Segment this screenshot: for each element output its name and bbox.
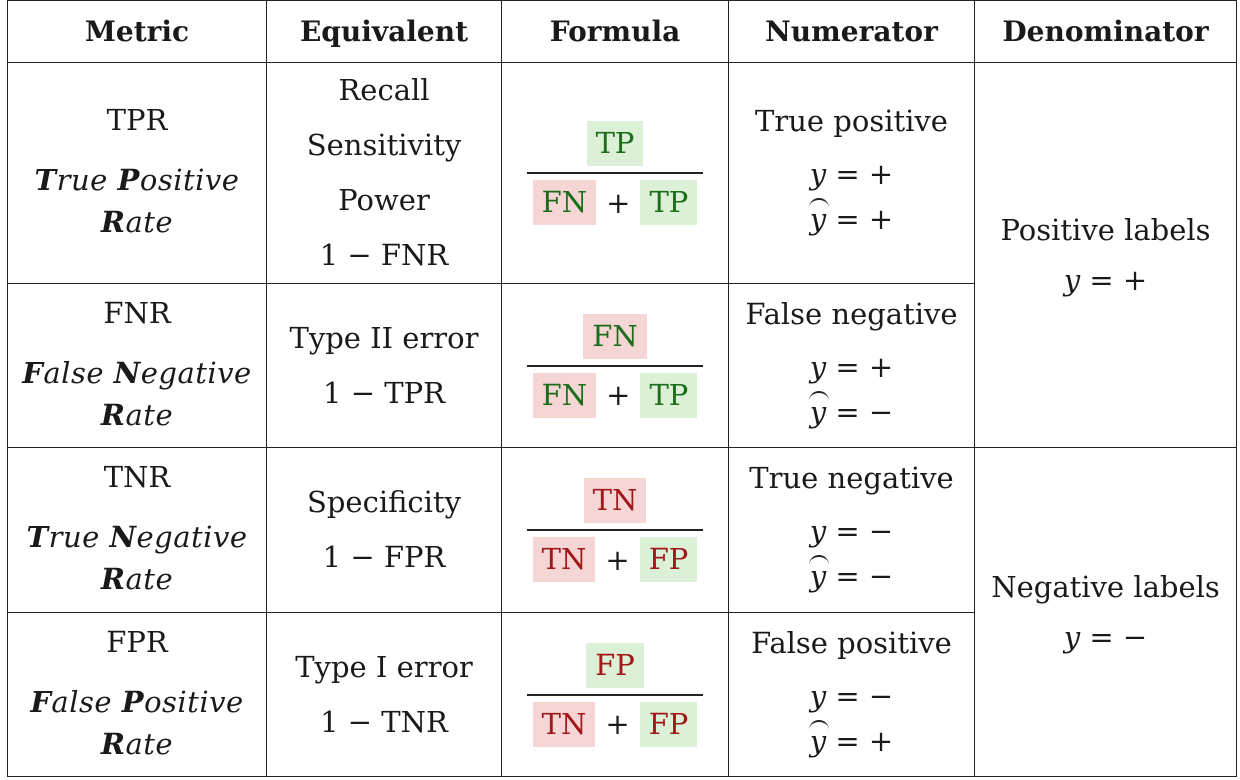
fraction <box>527 643 703 747</box>
equation-value: = + <box>1080 263 1148 297</box>
fraction-numerator <box>584 478 647 529</box>
denominator-label: Positive labels <box>1000 213 1211 247</box>
y-symbol: y <box>809 157 827 191</box>
formula-term: FN <box>533 180 597 225</box>
metric-name-line: Rate <box>100 397 174 432</box>
numerator-label: True negative <box>749 461 954 495</box>
formula-term: TP <box>640 373 697 418</box>
y-equation <box>810 509 893 554</box>
metric-full-name <box>26 516 247 600</box>
formula-cell <box>502 448 729 613</box>
fraction-numerator <box>586 643 644 694</box>
y-hat-equation <box>810 197 893 242</box>
equivalent-item: 1 − FNR <box>319 238 449 272</box>
header-denominator: Denominator <box>975 1 1237 63</box>
metric-name-line: Rate <box>100 205 174 239</box>
equivalent-item: Specificity <box>306 485 461 519</box>
plus-sign: + <box>605 542 630 577</box>
equation-value: = − <box>826 514 894 548</box>
formula-cell <box>502 63 729 284</box>
y-hat-symbol: y <box>810 390 826 435</box>
equivalent-item: Power <box>338 183 430 217</box>
y-hat-symbol: y <box>810 719 826 764</box>
fraction <box>527 478 703 582</box>
denominator-cell <box>975 448 1237 777</box>
equivalent-cell <box>267 448 502 613</box>
header-equivalent: Equivalent <box>267 1 502 63</box>
y-hat-equation <box>810 719 893 764</box>
equation-value: = + <box>826 157 894 191</box>
y-equation <box>1064 263 1147 297</box>
equation-value: = − <box>826 678 894 713</box>
plus-sign: + <box>606 378 631 412</box>
equation-value: = − <box>1080 620 1148 654</box>
fraction-denominator <box>533 174 698 225</box>
metric-name-line: Rate <box>100 726 174 761</box>
equation-value: = + <box>826 202 894 236</box>
equivalent-item: Type II error <box>289 320 479 355</box>
plus-sign: + <box>606 185 631 220</box>
numerator-label: True positive <box>755 104 948 138</box>
formula-term: FN <box>583 314 647 359</box>
y-equation <box>810 152 893 197</box>
metric-full-name <box>35 159 240 243</box>
metric-name-line: False Positive <box>30 684 244 719</box>
equivalent-item: 1 − TPR <box>323 375 445 410</box>
formula-cell <box>502 613 729 777</box>
fraction-numerator <box>583 314 647 365</box>
metric-cell <box>8 284 267 448</box>
equivalent-item: 1 − TNR <box>320 704 448 739</box>
metric-cell <box>8 448 267 613</box>
formula-term: FP <box>640 702 698 747</box>
metrics-table <box>7 0 1237 777</box>
y-symbol: y <box>1063 263 1081 297</box>
equation-value: = − <box>826 559 894 593</box>
formula-term: TP <box>587 121 644 166</box>
y-symbol: y <box>809 514 827 548</box>
fraction <box>527 121 703 225</box>
metric-name-line: Rate <box>100 562 174 596</box>
numerator-cell <box>729 613 975 777</box>
metric-abbr: FNR <box>103 295 171 330</box>
y-equation <box>810 674 893 719</box>
equivalent-cell <box>267 63 502 284</box>
y-hat-equation <box>810 390 893 435</box>
y-hat-symbol: y <box>810 197 826 242</box>
header-row <box>8 1 1237 63</box>
equivalent-item: Sensitivity <box>306 128 462 162</box>
table-row <box>8 63 1237 284</box>
y-hat-symbol: y <box>810 554 826 599</box>
numerator-cell <box>729 448 975 613</box>
denominator-cell <box>975 63 1237 448</box>
fraction <box>527 314 703 418</box>
y-hat-equation <box>810 554 893 599</box>
equivalent-item: 1 − FPR <box>322 540 446 574</box>
denominator-label: Negative labels <box>991 570 1220 604</box>
metric-abbr: TPR <box>106 103 168 137</box>
formula-term: FN <box>533 373 597 418</box>
formula-term: FP <box>586 643 644 688</box>
y-equation <box>810 345 893 390</box>
fraction-denominator <box>533 367 698 418</box>
metric-abbr: FPR <box>106 624 168 659</box>
formula-term: TP <box>640 180 697 225</box>
metric-full-name <box>30 681 243 765</box>
metric-full-name <box>22 352 251 436</box>
metric-name-line: False Negative <box>22 355 252 390</box>
metric-name-line: True Negative <box>26 520 248 554</box>
formula-term: TN <box>533 702 596 747</box>
table-row <box>8 448 1237 613</box>
y-equation <box>1064 620 1147 654</box>
y-symbol: y <box>809 349 827 384</box>
metric-cell <box>8 613 267 777</box>
y-symbol: y <box>1063 620 1081 654</box>
formula-cell <box>502 284 729 448</box>
y-symbol: y <box>809 678 827 713</box>
numerator-label: False negative <box>745 296 958 331</box>
equivalent-item: Recall <box>338 73 430 107</box>
fraction-denominator <box>533 531 698 582</box>
equivalent-item: Type I error <box>295 649 473 684</box>
formula-term: TN <box>584 478 647 523</box>
header-metric: Metric <box>8 1 267 63</box>
plus-sign: + <box>605 707 630 741</box>
numerator-cell <box>729 63 975 284</box>
equation-value: = + <box>826 349 894 384</box>
numerator-label: False positive <box>751 625 952 660</box>
fraction-numerator <box>587 121 644 172</box>
formula-term: FP <box>640 537 698 582</box>
fraction-denominator <box>533 696 698 747</box>
header-formula: Formula <box>502 1 729 63</box>
formula-term: TN <box>533 537 596 582</box>
equation-value: = + <box>826 723 894 758</box>
metric-name-line: True Positive <box>34 163 240 197</box>
equivalent-cell <box>267 284 502 448</box>
numerator-cell <box>729 284 975 448</box>
equation-value: = − <box>826 394 894 429</box>
equivalent-cell <box>267 613 502 777</box>
header-numerator: Numerator <box>729 1 975 63</box>
metric-cell <box>8 63 267 284</box>
metric-abbr: TNR <box>103 460 171 494</box>
